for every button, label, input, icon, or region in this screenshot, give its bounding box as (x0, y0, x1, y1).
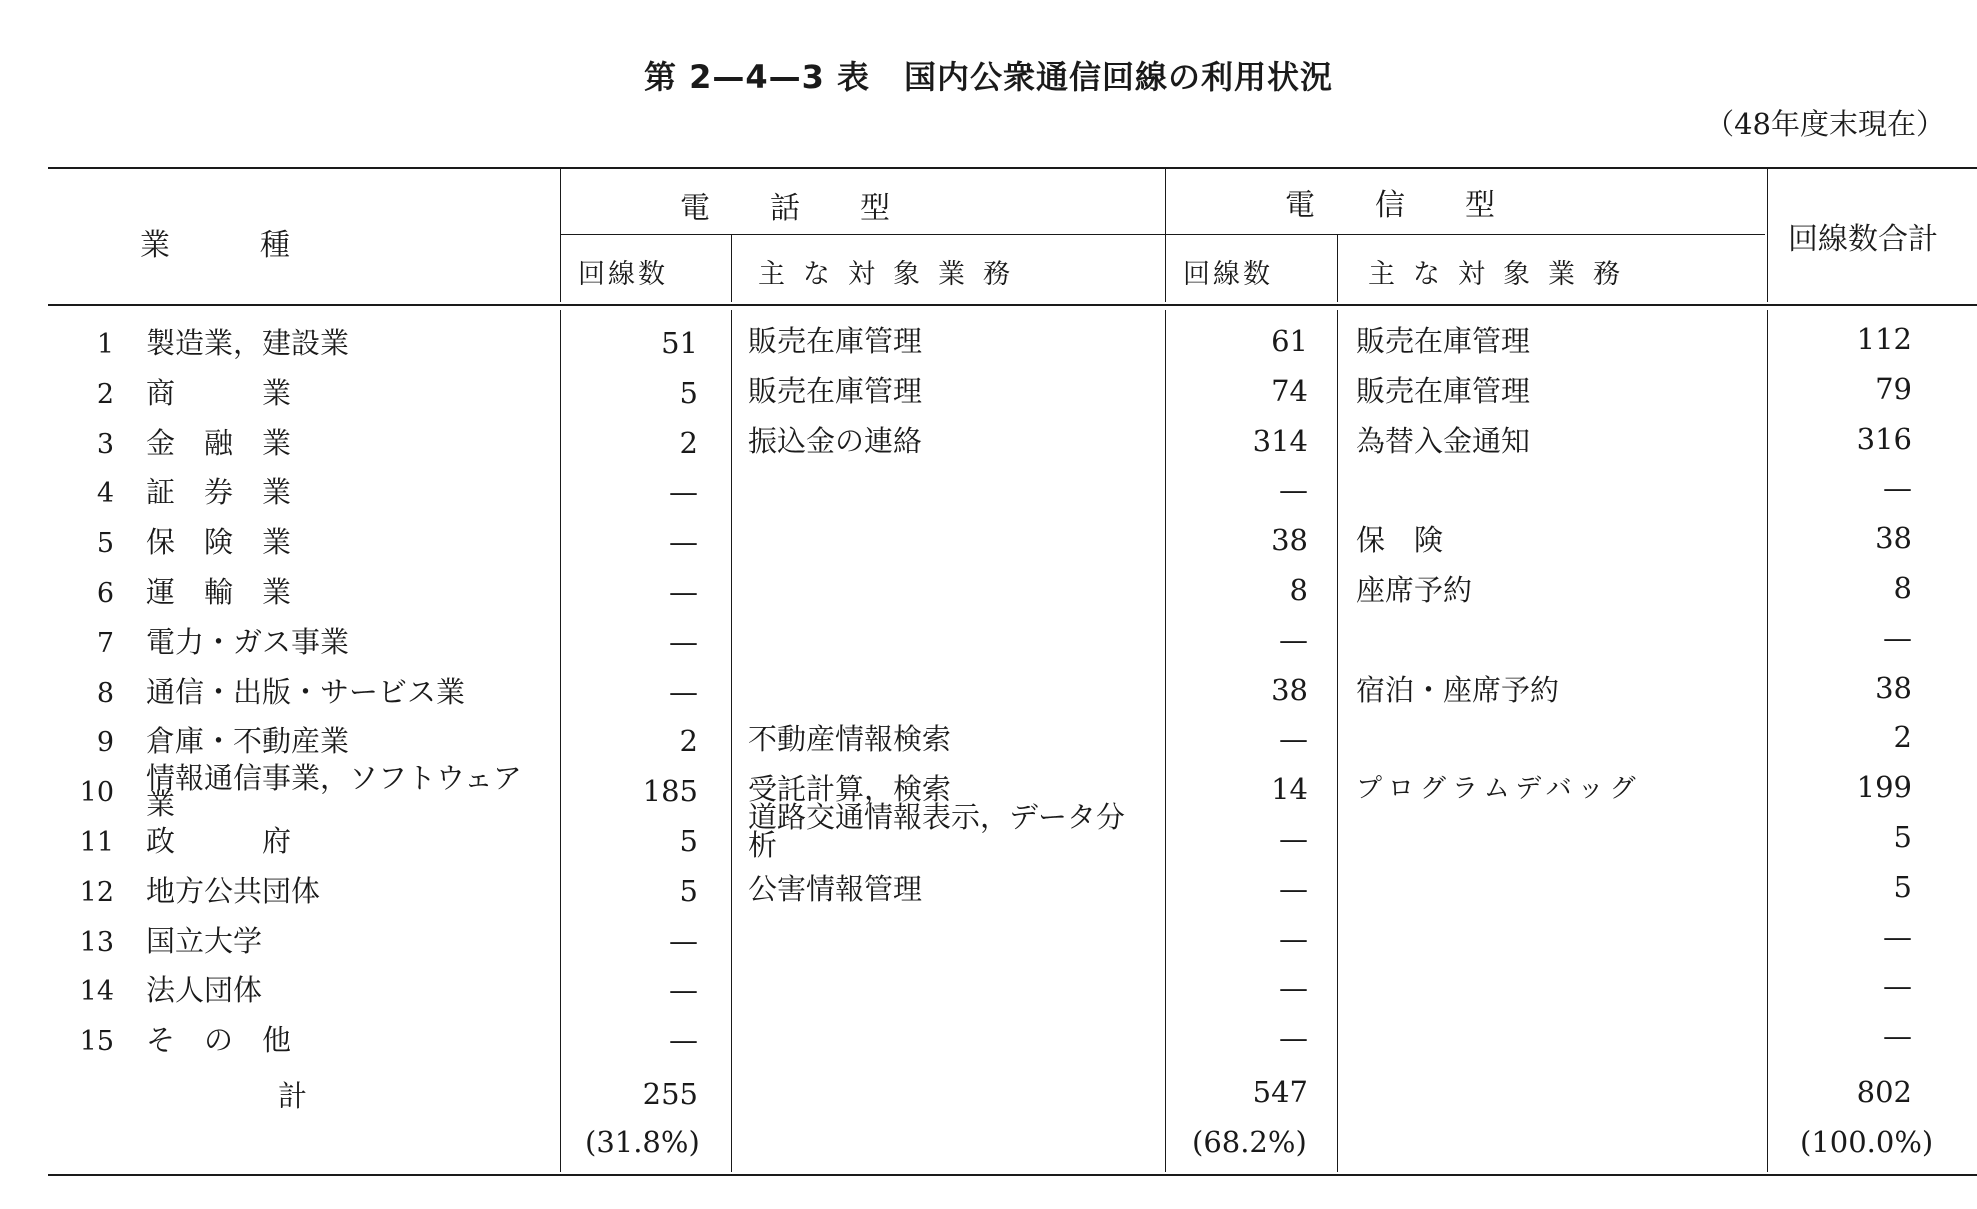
row-industry: 電力・ガス事業 (146, 624, 350, 659)
row-number: 1 (96, 329, 114, 360)
row-number: 4 (96, 478, 114, 510)
row-phone-lines: — (669, 624, 698, 659)
row-phone-lines: — (669, 1023, 698, 1058)
row-number: 10 (79, 777, 114, 809)
row-number: 14 (79, 976, 114, 1008)
header-tel-lines: 回線数 (1183, 259, 1273, 290)
row-total: — (1883, 471, 1912, 506)
row-tel-lines: 74 (1271, 373, 1308, 408)
header-industry: 業 種 (140, 228, 290, 263)
totals-tel-pct: (68.2%) (1192, 1125, 1307, 1159)
row-tel-lines: — (1279, 921, 1308, 956)
row-phone-lines: 2 (679, 425, 698, 460)
row-tel-lines: 38 (1271, 672, 1308, 707)
row-number: 9 (96, 727, 114, 759)
row-total: 112 (1856, 322, 1912, 356)
row-phone-work: 振込金の連絡 (748, 423, 923, 458)
row-phone-work: 受託計算，検索 (748, 772, 952, 807)
row-phone-lines: 5 (679, 824, 698, 858)
row-tel-lines: — (1279, 871, 1308, 906)
row-phone-lines: — (669, 973, 698, 1008)
row-phone-lines: 185 (642, 774, 698, 809)
row-tel-lines: — (1279, 722, 1308, 757)
header-telegraph-type: 電 信 型 (1285, 188, 1495, 223)
col-divider-phone (1165, 168, 1166, 302)
table-title (0, 52, 1977, 98)
header-tel-work: 主な対象業務 (1368, 259, 1638, 290)
row-total: 316 (1856, 421, 1912, 456)
row-number: 6 (96, 578, 114, 609)
as-of-date: （48年度末現在） (1705, 107, 1945, 141)
row-phone-lines: 5 (679, 873, 698, 908)
totals-label: 計 (278, 1079, 308, 1113)
row-phone-lines: 2 (679, 724, 698, 759)
row-phone-lines: — (669, 674, 698, 709)
table-bottom-rule (48, 1174, 1977, 1176)
row-industry: 通信・出版・サービス業 (146, 674, 466, 709)
row-industry: 証 券 業 (146, 475, 292, 510)
row-number: 5 (96, 528, 114, 560)
row-number: 8 (96, 677, 114, 709)
body-divider-industry (560, 310, 561, 1172)
header-total: 回線数合計 (1788, 222, 1938, 257)
row-tel-lines: — (1279, 1021, 1308, 1056)
row-number: 7 (96, 627, 114, 659)
row-industry: 地方公共団体 (146, 873, 321, 908)
row-number: 12 (79, 876, 114, 908)
table-number: 第 2—4—3 表 (643, 58, 871, 96)
col-divider-tel-lines (1337, 235, 1338, 302)
row-tel-lines: — (1279, 622, 1308, 657)
col-divider-phone-lines (731, 235, 732, 302)
row-phone-work: 道路交通情報表示，データ分析 (748, 800, 1126, 862)
row-phone-lines: — (669, 575, 698, 609)
row-tel-work: 宿泊・座席予約 (1356, 672, 1560, 707)
row-tel-work: 販売在庫管理 (1356, 373, 1531, 408)
row-phone-work: 販売在庫管理 (748, 373, 923, 408)
row-total: 38 (1875, 521, 1912, 556)
row-industry: 情報通信事業，ソフトウェア業 (146, 761, 522, 822)
col-divider-tel (1767, 168, 1768, 302)
row-phone-lines: 5 (679, 375, 698, 410)
row-industry: 国立大学 (146, 923, 263, 958)
row-phone-work: 不動産情報検索 (748, 722, 952, 757)
row-tel-lines: — (1279, 822, 1308, 856)
row-tel-lines: 8 (1289, 573, 1308, 607)
row-total: 5 (1893, 869, 1912, 904)
row-tel-lines: — (1279, 473, 1308, 508)
row-number: 15 (79, 1026, 114, 1058)
col-divider-industry (560, 168, 561, 302)
row-tel-lines: — (1279, 971, 1308, 1006)
row-tel-lines: 14 (1271, 772, 1308, 807)
body-divider-phone-lines (731, 310, 732, 1172)
header-bottom-rule (48, 304, 1977, 306)
totals-tel-lines: 547 (1252, 1075, 1308, 1109)
row-tel-work: 座席予約 (1356, 573, 1473, 607)
row-total: 199 (1856, 770, 1912, 805)
body-divider-tel-lines (1337, 310, 1338, 1172)
row-tel-work: 保 険 (1356, 523, 1444, 558)
row-phone-work: 販売在庫管理 (748, 324, 923, 358)
row-industry: 政 府 (146, 824, 292, 858)
header-phone-type: 電 話 型 (680, 191, 890, 226)
totals-phone-lines: 255 (642, 1077, 698, 1111)
row-tel-work: 為替入金通知 (1356, 423, 1531, 458)
row-number: 13 (79, 926, 114, 958)
table-top-rule (48, 167, 1977, 169)
body-divider-phone (1165, 310, 1166, 1172)
row-total: — (1883, 1019, 1912, 1054)
row-total: 38 (1875, 670, 1912, 705)
row-total: 2 (1893, 720, 1912, 755)
row-industry: 商 業 (146, 375, 292, 410)
row-phone-lines: — (669, 475, 698, 510)
row-total: 5 (1893, 820, 1912, 854)
row-industry: 法人団体 (146, 973, 263, 1008)
row-industry: 運 輸 業 (146, 575, 292, 609)
header-sub-rule (560, 234, 1765, 235)
row-tel-work: プログラムデバッグ (1356, 774, 1642, 805)
row-number: 11 (79, 827, 114, 858)
header-phone-lines: 回線数 (578, 259, 668, 290)
table-name: 国内公衆通信回線の利用状況 (904, 58, 1334, 96)
row-industry: 倉庫・不動産業 (146, 724, 350, 759)
row-number: 2 (96, 378, 114, 410)
row-total: — (1883, 969, 1912, 1004)
row-tel-lines: 61 (1271, 324, 1308, 358)
totals-total-pct: (100.0%) (1800, 1125, 1934, 1159)
row-total: 8 (1893, 571, 1912, 605)
row-total: — (1883, 620, 1912, 655)
row-industry: 製造業，建設業 (146, 326, 350, 360)
row-tel-lines: 314 (1252, 423, 1308, 458)
row-total: 79 (1875, 371, 1912, 406)
row-number: 3 (96, 428, 114, 460)
row-phone-lines: 51 (661, 326, 698, 360)
row-industry: そ の 他 (146, 1023, 292, 1058)
header-phone-work: 主な対象業務 (758, 259, 1028, 290)
row-tel-lines: 38 (1271, 523, 1308, 558)
totals-total: 802 (1856, 1075, 1912, 1109)
row-industry: 保 険 業 (146, 525, 292, 560)
body-divider-tel (1767, 310, 1768, 1172)
row-industry: 金 融 業 (146, 425, 292, 460)
row-tel-work: 販売在庫管理 (1356, 324, 1531, 358)
row-phone-lines: — (669, 525, 698, 560)
row-phone-work: 公害情報管理 (748, 871, 923, 906)
totals-phone-pct: (31.8%) (585, 1125, 700, 1159)
row-total: — (1883, 919, 1912, 954)
row-phone-lines: — (669, 923, 698, 958)
